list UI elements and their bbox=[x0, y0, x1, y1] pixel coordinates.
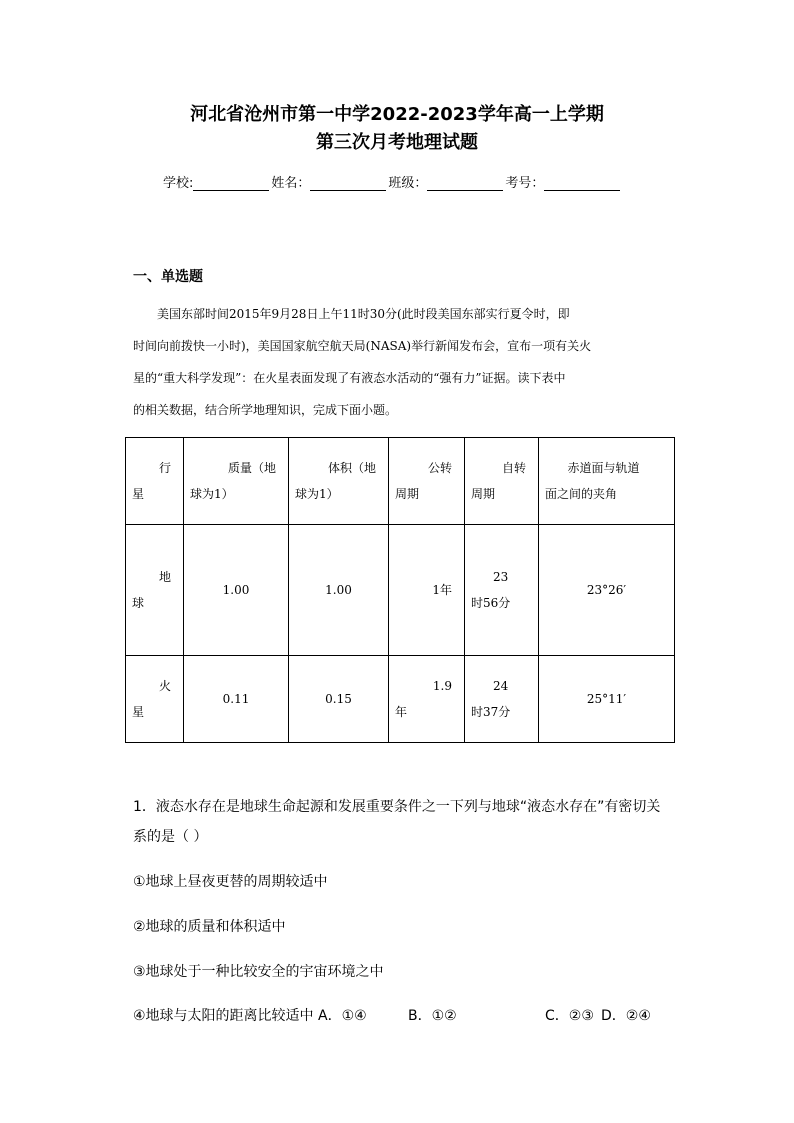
question-stem: 1．液态水存在是地球生命起源和发展重要条件之一下列与地球“液态水存在”有密切关 bbox=[133, 799, 661, 815]
revolution-cell: 1年 bbox=[432, 583, 452, 597]
header-cell: 周期 bbox=[471, 487, 496, 501]
table-header-row bbox=[126, 438, 675, 525]
section-heading: 一、单选题 bbox=[133, 269, 203, 285]
rotation-cell: 24 bbox=[493, 679, 509, 693]
header-cell: 行 bbox=[158, 461, 171, 475]
planet-cell: 球 bbox=[132, 596, 145, 610]
statement-2: ②地球的质量和体积适中 bbox=[133, 919, 286, 935]
header-cell: 公转 bbox=[427, 461, 452, 475]
rotation-cell: 23 bbox=[493, 570, 509, 584]
name-label: 姓名： bbox=[271, 176, 311, 191]
planet-cell: 火 bbox=[158, 679, 171, 693]
table-row bbox=[126, 656, 675, 743]
doc-subtitle: 第三次月考地理试题 bbox=[316, 132, 478, 153]
volume-cell: 0.15 bbox=[289, 656, 389, 743]
passage-line: 美国东部时间2015年9月28日上午11时30分(此时段美国东部实行夏令时，即 bbox=[157, 307, 570, 321]
header-cell: 周期 bbox=[395, 487, 420, 501]
mass-cell: 1.00 bbox=[184, 525, 289, 656]
rotation-cell: 时37分 bbox=[471, 705, 511, 719]
revolution-cell: 年 bbox=[395, 705, 408, 719]
header-cell: 球为1） bbox=[190, 487, 234, 501]
planet-cell: 星 bbox=[132, 705, 145, 719]
passage-line: 的相关数据，结合所学地理知识，完成下面小题。 bbox=[133, 403, 398, 417]
statement-3: ③地球处于一种比较安全的宇宙环境之中 bbox=[133, 964, 384, 980]
header-cell: 质量（地 bbox=[227, 461, 276, 475]
option-b[interactable]: B．①② bbox=[408, 1008, 457, 1024]
option-d[interactable]: D．②④ bbox=[601, 1008, 651, 1024]
student-info bbox=[163, 172, 622, 191]
volume-cell: 1.00 bbox=[289, 525, 389, 656]
name-field[interactable] bbox=[310, 176, 386, 191]
header-cell: 赤道面与轨道 bbox=[567, 461, 640, 475]
tilt-cell: 23°26′ bbox=[539, 525, 675, 656]
number-label: 考号： bbox=[505, 176, 545, 191]
statement-4: ④地球与太阳的距离比较适中 bbox=[133, 1008, 314, 1024]
passage-line: 时间向前拨快一小时)，美国国家航空航天局(NASA)举行新闻发布会，宣布一项有关火 bbox=[133, 339, 592, 353]
tilt-cell: 25°11′ bbox=[539, 656, 675, 743]
revolution-cell: 1.9 bbox=[432, 679, 452, 693]
number-field[interactable] bbox=[544, 176, 620, 191]
option-c[interactable]: C．②③ bbox=[545, 1008, 594, 1024]
school-label: 学校: bbox=[163, 176, 194, 191]
mass-cell: 0.11 bbox=[184, 656, 289, 743]
header-cell: 体积（地 bbox=[327, 461, 376, 475]
school-field[interactable] bbox=[193, 176, 269, 191]
planet-data-table bbox=[125, 437, 675, 743]
header-cell: 星 bbox=[132, 487, 145, 501]
header-cell: 球为1） bbox=[295, 487, 339, 501]
doc-title: 河北省沧州市第一中学2022-2023学年高一上学期 bbox=[190, 104, 604, 125]
class-label: 班级： bbox=[388, 176, 428, 191]
rotation-cell: 时56分 bbox=[471, 596, 511, 610]
question-stem: 系的是（ ） bbox=[133, 829, 208, 845]
planet-cell: 地 bbox=[158, 570, 171, 584]
option-a[interactable]: A．①④ bbox=[318, 1008, 367, 1024]
statement-1: ①地球上昼夜更替的周期较适中 bbox=[133, 874, 328, 890]
table-row bbox=[126, 525, 675, 656]
header-cell: 自转 bbox=[501, 461, 526, 475]
class-field[interactable] bbox=[427, 176, 503, 191]
header-cell: 面之间的夹角 bbox=[545, 487, 618, 501]
passage-line: 星的“重大科学发现”：在火星表面发现了有液态水活动的“强有力”证据。读下表中 bbox=[133, 371, 566, 385]
